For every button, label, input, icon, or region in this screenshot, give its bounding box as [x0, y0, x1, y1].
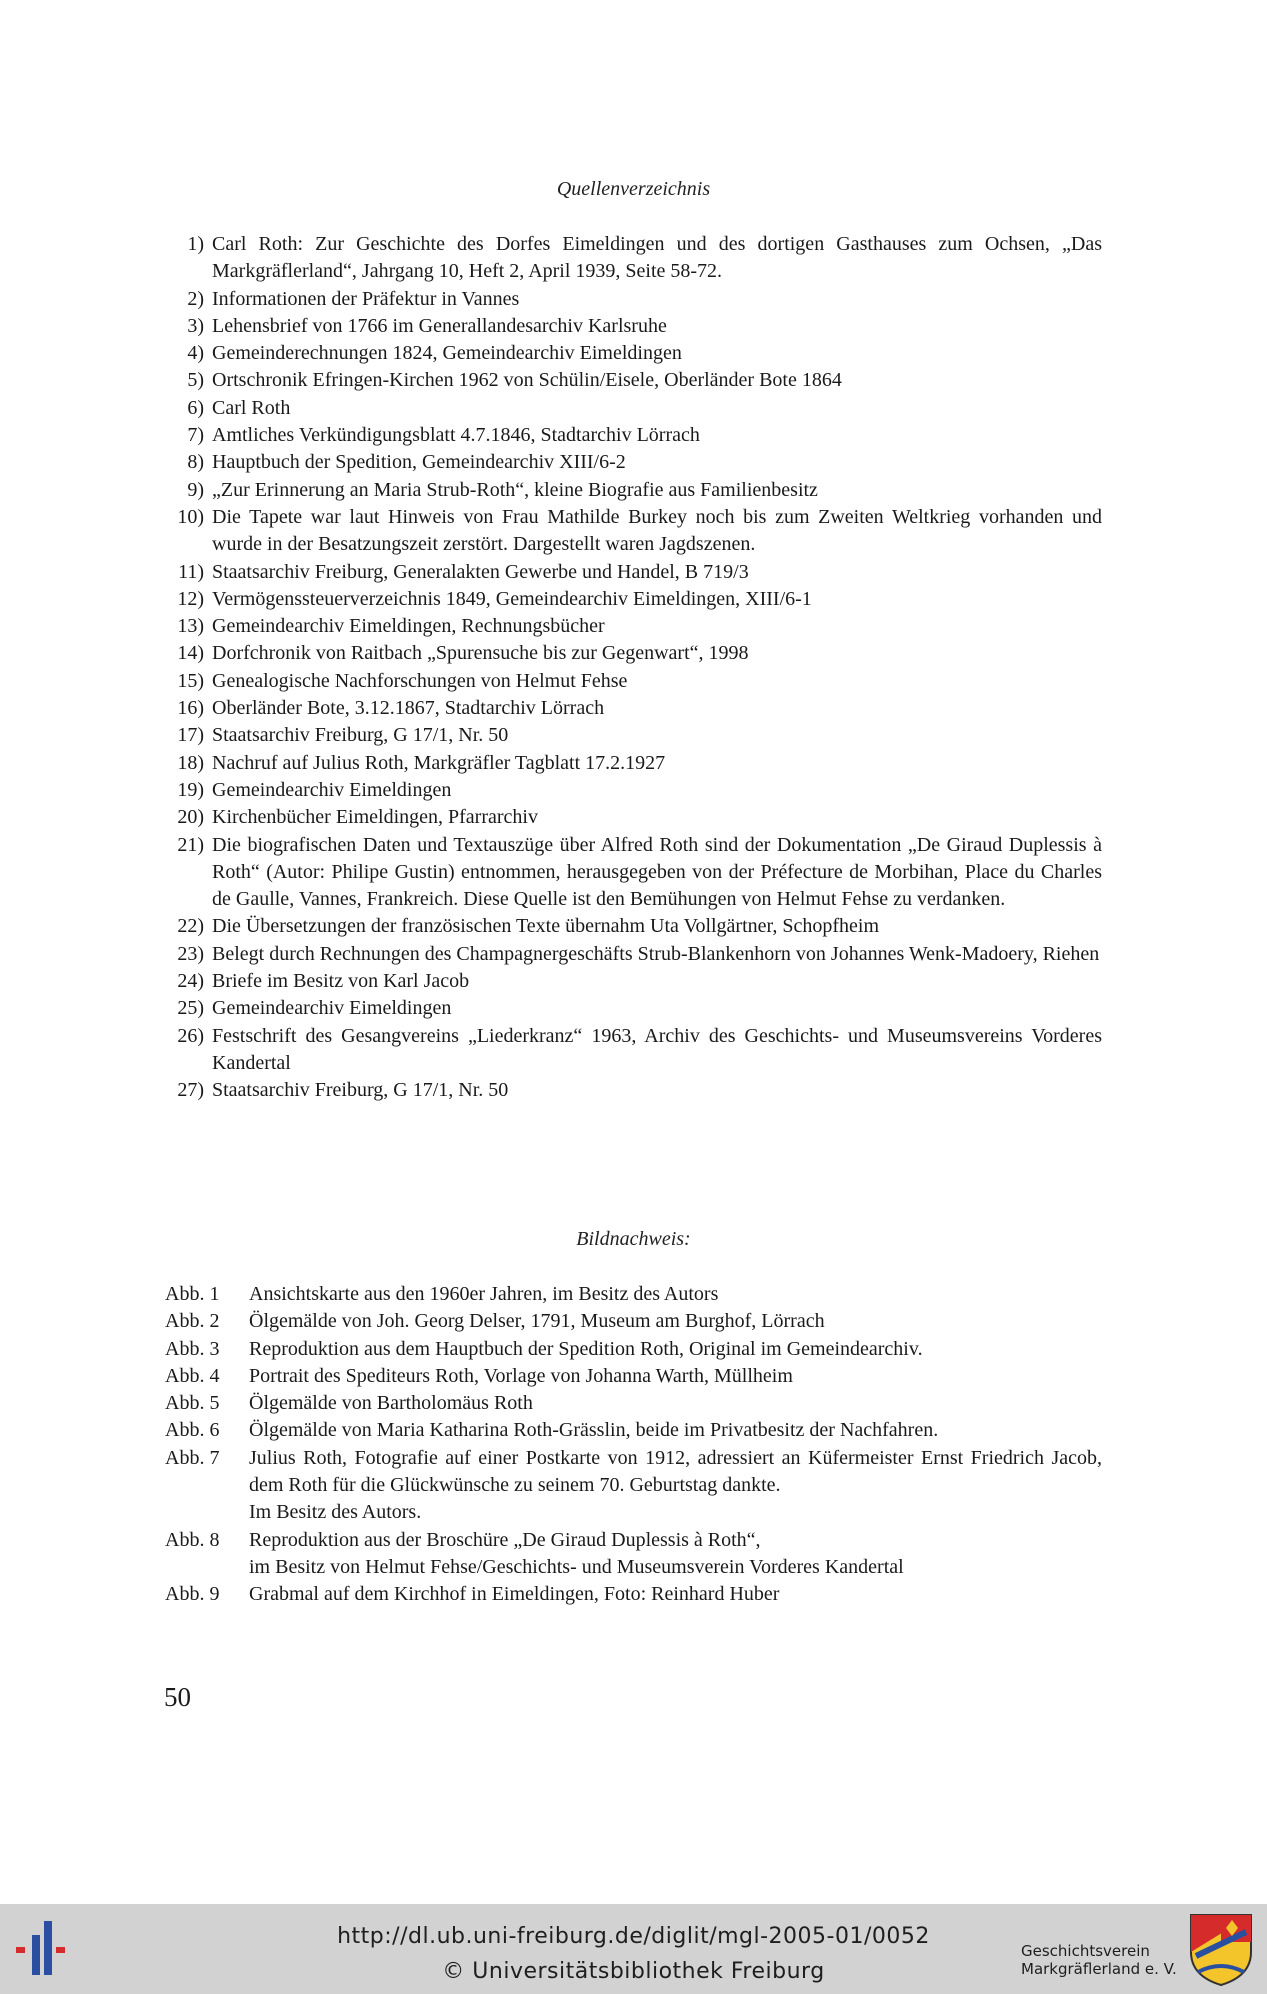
source-item-number: 14) — [177, 642, 204, 665]
source-item-text-line: Carl Roth: Zur Geschichte des Dorfes Eimeldingen und des dortigen Gasthauses zum Ochsen, „Das Markgräflerland“, Jahrgang 10, Heft 2, April 1939, Seite 58-72. — [212, 233, 1102, 283]
source-item-text — [212, 313, 1102, 340]
source-item — [160, 449, 1102, 476]
source-item-text — [212, 804, 1102, 831]
source-item — [160, 504, 1102, 559]
source-item-text-line: Nachruf auf Julius Roth, Markgräfler Tagblatt 17.2.1927 — [212, 751, 666, 774]
source-item — [160, 395, 1102, 422]
source-item-text — [212, 722, 1102, 749]
picture-credit-item-text — [249, 1281, 1102, 1308]
source-item-number: 13) — [177, 615, 204, 638]
picture-credit-item — [160, 1390, 1102, 1417]
source-item-number: 26) — [177, 1024, 204, 1047]
source-item-text-line: Amtliches Verkündigungsblatt 4.7.1846, Stadtarchiv Lörrach — [212, 424, 700, 447]
source-item-text-line: „Zur Erinnerung an Maria Strub-Roth“, kleine Biografie aus Familienbesitz — [212, 478, 818, 501]
picture-credit-item-text-line: Reproduktion aus der Broschüre „De Giraud Duplessis à Roth“, — [249, 1528, 761, 1551]
source-item-text-line: Ortschronik Efringen-Kirchen 1962 von Schülin/Eisele, Oberländer Bote 1864 — [212, 369, 842, 392]
source-item — [160, 613, 1102, 640]
picture-credit-item-text — [249, 1417, 1102, 1444]
source-item-number: 16) — [177, 697, 204, 720]
picture-credit-item-text-line: Reproduktion aus dem Hauptbuch der Spedition Roth, Original im Gemeindearchiv. — [249, 1337, 923, 1360]
source-item — [160, 559, 1102, 586]
source-item-number: 24) — [177, 970, 204, 993]
source-item-text-line: Kirchenbücher Eimeldingen, Pfarrarchiv — [212, 806, 538, 829]
source-item-text-line: Gemeinderechnungen 1824, Gemeindearchiv Eimeldingen — [212, 342, 682, 365]
source-item-text-line: Belegt durch Rechnungen des Champagnergeschäfts Strub-Blankenhorn von Johannes Wenk-Madoery, Riehen — [212, 942, 1100, 965]
picture-credit-item-text-line: Ölgemälde von Maria Katharina Roth-Grässlin, beide im Privatbesitz der Nachfahren. — [249, 1419, 939, 1442]
source-item-number: 23) — [177, 942, 204, 965]
picture-credit-item-text-line: Ansichtskarte aus den 1960er Jahren, im Besitz des Autors — [249, 1283, 719, 1305]
picture-credit-item — [160, 1527, 1102, 1582]
source-item-text-line: Die Tapete war laut Hinweis von Frau Mathilde Burkey noch bis zum Zweiten Weltkrieg vorhanden und wurde in der Besatzungszeit zerstört. Dargestellt waren Jagdszenen. — [212, 505, 1102, 556]
source-item-text-line: Staatsarchiv Freiburg, G 17/1, Nr. 50 — [212, 724, 509, 747]
source-item — [160, 231, 1102, 286]
source-item-text — [212, 750, 1102, 777]
source-item-text — [212, 477, 1102, 504]
picture-credit-item-text — [249, 1445, 1102, 1527]
source-item-text-line: Genealogische Nachforschungen von Helmut Fehse — [212, 669, 628, 692]
source-item-text — [212, 231, 1102, 286]
source-item-text-line: Hauptbuch der Spedition, Gemeindearchiv XIII/6-2 — [212, 451, 626, 474]
picture-credit-item-number: Abb. 9 — [165, 1583, 220, 1606]
source-item-text — [212, 559, 1102, 586]
picture-credit-item-number: Abb. 2 — [165, 1310, 220, 1333]
source-item-text-line: Gemeindearchiv Eimeldingen — [212, 778, 452, 801]
source-item-number: 27) — [177, 1079, 204, 1102]
source-item — [160, 1077, 1102, 1104]
society-name-line2: Markgräflerland e. V. — [1021, 1960, 1177, 1978]
source-item-text — [212, 941, 1102, 968]
source-item-text — [212, 832, 1102, 914]
source-item-text — [212, 449, 1102, 476]
source-item-number: 8) — [187, 451, 204, 474]
picture-credit-item-number: Abb. 5 — [165, 1392, 220, 1415]
picture-credit-item-text-line: Im Besitz des Autors. — [249, 1501, 422, 1524]
source-item-text-line: Festschrift des Gesangvereins „Liederkranz“ 1963, Archiv des Geschichts- und Museumsvereins Vorderes Kandertal — [212, 1024, 1102, 1074]
source-item — [160, 640, 1102, 667]
picture-credit-item-number: Abb. 6 — [165, 1419, 220, 1442]
picture-credit-item-text — [249, 1390, 1102, 1417]
source-item — [160, 367, 1102, 394]
source-item-text-line: Gemeindearchiv Eimeldingen — [212, 997, 452, 1020]
picture-credit-item-number: Abb. 3 — [165, 1337, 220, 1360]
source-item-number: 11) — [178, 560, 204, 583]
source-item-text-line: Informationen der Präfektur in Vannes — [212, 287, 520, 310]
source-item-number: 12) — [177, 587, 204, 610]
source-item-number: 7) — [187, 424, 204, 447]
source-item-number: 21) — [177, 833, 204, 856]
picture-credit-item-text-line: Julius Roth, Fotografie auf einer Postkarte von 1912, adressiert an Küfermeister Ernst Friedrich Jacob, dem Roth für die Glückwünsche zu seinem 70. Geburtstag dankte. — [249, 1446, 1102, 1497]
source-item-number: 10) — [177, 505, 204, 528]
picture-credit-item-text — [249, 1527, 1102, 1582]
source-item-number: 3) — [187, 314, 204, 337]
source-item-number: 6) — [187, 396, 204, 419]
source-item — [160, 477, 1102, 504]
picture-credit-item-text — [249, 1308, 1102, 1335]
picture-credit-item-text-line: Ölgemälde von Joh. Georg Delser, 1791, Museum am Burghof, Lörrach — [249, 1310, 825, 1333]
coat-of-arms-icon[interactable] — [1188, 1912, 1254, 1988]
source-item-text-line: Briefe im Besitz von Karl Jacob — [212, 970, 470, 993]
copyright-text: © Universitätsbibliothek Freiburg — [442, 1959, 825, 1984]
source-item — [160, 913, 1102, 940]
society-name-line1: Geschichtsverein — [1021, 1942, 1150, 1960]
picture-credit-item — [160, 1281, 1102, 1308]
source-item-number: 22) — [177, 915, 204, 938]
source-item-number: 2) — [187, 287, 204, 310]
source-item — [160, 968, 1102, 995]
picture-credit-item-text — [249, 1363, 1102, 1390]
source-item-number: 9) — [187, 478, 204, 501]
source-item-number: 15) — [177, 669, 204, 692]
source-item-text — [212, 1077, 1102, 1104]
picture-credit-item — [160, 1308, 1102, 1335]
source-item-text — [212, 640, 1102, 667]
source-item-number: 1) — [187, 233, 204, 255]
picture-credit-item-text — [249, 1336, 1102, 1363]
society-name — [1021, 1942, 1177, 1978]
source-item — [160, 995, 1102, 1022]
picture-credit-item — [160, 1581, 1102, 1608]
picture-credit-item-text-line: Grabmal auf dem Kirchhof in Eimeldingen, Foto: Reinhard Huber — [249, 1583, 780, 1606]
picture-credit-item — [160, 1417, 1102, 1444]
source-item — [160, 668, 1102, 695]
source-item-text — [212, 586, 1102, 613]
source-item-text — [212, 777, 1102, 804]
source-item-text-line: Gemeindearchiv Eimeldingen, Rechnungsbücher — [212, 615, 605, 638]
source-item-number: 4) — [187, 342, 204, 365]
source-item-text — [212, 695, 1102, 722]
sources-heading: Quellenverzeichnis — [556, 178, 711, 200]
source-item-text — [212, 913, 1102, 940]
picture-credit-item-number: Abb. 8 — [165, 1528, 220, 1551]
sources-list — [160, 231, 1102, 1105]
picture-credits-heading: Bildnachweis: — [576, 1228, 691, 1250]
source-item — [160, 832, 1102, 914]
source-item-text-line: Dorfchronik von Raitbach „Spurensuche bis zur Gegenwart“, 1998 — [212, 642, 749, 665]
source-item-text — [212, 613, 1102, 640]
source-item — [160, 586, 1102, 613]
source-item — [160, 722, 1102, 749]
source-item-number: 5) — [187, 369, 204, 392]
picture-credit-item-text-line: Ölgemälde von Bartholomäus Roth — [249, 1392, 533, 1415]
source-item — [160, 340, 1102, 367]
picture-credit-item-number: Abb. 7 — [165, 1446, 220, 1469]
source-item-text-line: Staatsarchiv Freiburg, Generalakten Gewerbe und Handel, B 719/3 — [212, 560, 749, 583]
source-item — [160, 1023, 1102, 1078]
picture-credit-item-number: Abb. 1 — [165, 1283, 220, 1305]
picture-credit-item-text-line: im Besitz von Helmut Fehse/Geschichts- und Museumsverein Vorderes Kandertal — [249, 1555, 904, 1578]
source-item-text-line: Staatsarchiv Freiburg, G 17/1, Nr. 50 — [212, 1079, 509, 1102]
page-number: 50 — [164, 1682, 191, 1712]
source-item-text — [212, 995, 1102, 1022]
picture-credit-item — [160, 1336, 1102, 1363]
source-item-text-line: Vermögenssteuerverzeichnis 1849, Gemeindearchiv Eimeldingen, XIII/6-1 — [212, 587, 812, 610]
source-item — [160, 804, 1102, 831]
permalink-url[interactable]: http://dl.ub.uni-freiburg.de/diglit/mgl-2005-01/0052 — [337, 1924, 930, 1949]
source-item-text — [212, 367, 1102, 394]
picture-credit-item — [160, 1445, 1102, 1527]
picture-credit-item-text-line: Portrait des Spediteurs Roth, Vorlage von Johanna Warth, Müllheim — [249, 1364, 793, 1387]
source-item-number: 20) — [177, 806, 204, 829]
source-item-text-line: Carl Roth — [212, 396, 291, 419]
source-item-text — [212, 668, 1102, 695]
source-item-number: 25) — [177, 997, 204, 1020]
picture-credits-list — [160, 1281, 1102, 1609]
source-item — [160, 777, 1102, 804]
source-item-text-line: Die Übersetzungen der französischen Texte übernahm Uta Vollgärtner, Schopfheim — [212, 915, 880, 938]
source-item — [160, 286, 1102, 313]
source-item-text — [212, 504, 1102, 559]
picture-credit-item-text — [249, 1581, 1102, 1608]
source-item-number: 18) — [177, 751, 204, 774]
source-item-text — [212, 422, 1102, 449]
picture-credit-item-number: Abb. 4 — [165, 1364, 220, 1387]
source-item-text-line: Die biografischen Daten und Textauszüge über Alfred Roth sind der Dokumentation „De Giraud Duplessis à Roth“ (Autor: Philipe Gustin) entnommen, herausgegeben von der Préfecture de Morbihan, Place du Charles de Gaulle, Vannes, Frankreich. Diese Quelle ist den Bemühungen von Helmut Fehse zu verdanken. — [212, 833, 1102, 911]
source-item-number: 17) — [177, 724, 204, 747]
viewer-footer — [0, 1904, 1267, 1994]
source-item-text — [212, 286, 1102, 313]
source-item-text — [212, 968, 1102, 995]
source-item — [160, 695, 1102, 722]
source-item — [160, 313, 1102, 340]
source-item-text — [212, 395, 1102, 422]
source-item-number: 19) — [177, 778, 204, 801]
source-item-text — [212, 1023, 1102, 1078]
source-item — [160, 422, 1102, 449]
source-item-text-line: Oberländer Bote, 3.12.1867, Stadtarchiv Lörrach — [212, 697, 605, 720]
source-item-text-line: Lehensbrief von 1766 im Generallandesarchiv Karlsruhe — [212, 314, 667, 337]
source-item — [160, 941, 1102, 968]
picture-credit-item — [160, 1363, 1102, 1390]
source-item-text — [212, 340, 1102, 367]
source-item — [160, 750, 1102, 777]
